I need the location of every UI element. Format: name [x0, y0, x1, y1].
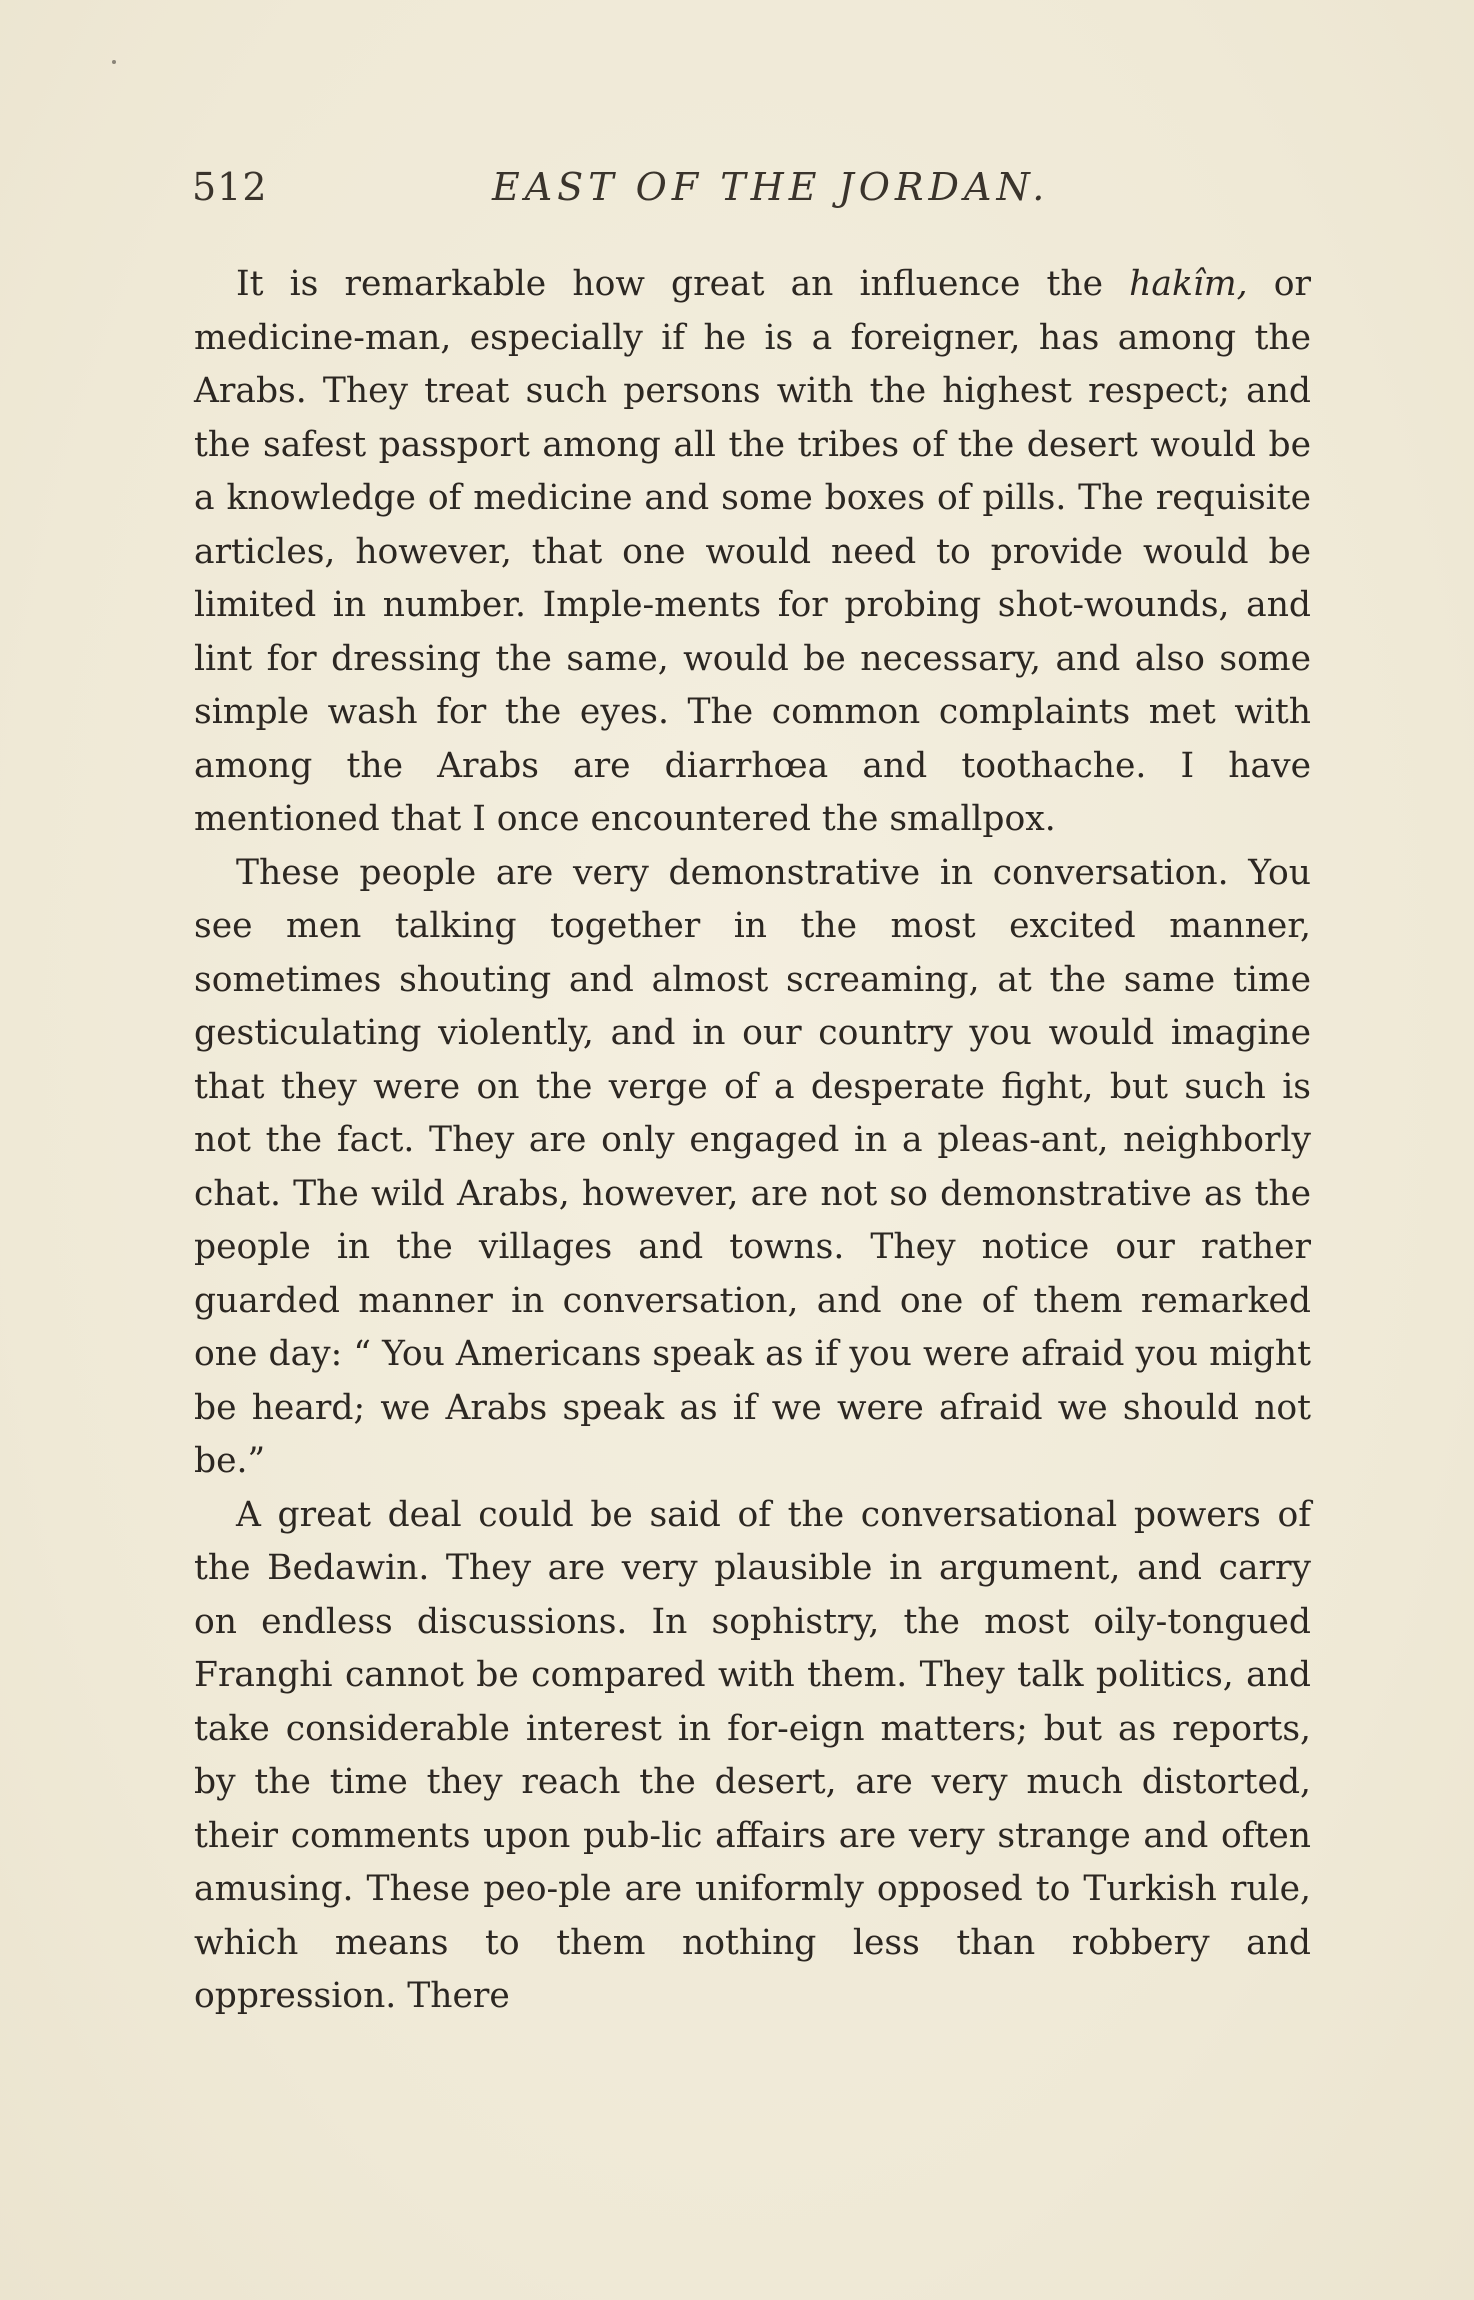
- running-title: EAST OF THE JORDAN.: [492, 165, 1050, 209]
- paragraph-3: A great deal could be said of the conversational powers of the Bedawin. They are very plausible in argument, and carry on endless discussions. In sophistry, the most oily-tongued Franghi cannot be compared with them. They talk politics, and take considerable interest in for-eign matters; but as reports, by the time they reach the desert, are very much distorted, their comments upon pub-lic affairs are very strange and often amusing. These peo-ple are uniformly opposed to Turkish rule, which means to them nothing less than robbery and oppression. There: [194, 1494, 1311, 2016]
- paragraph-1-italic-term: hakîm,: [1129, 264, 1248, 304]
- paragraph-1-rest: or medicine-man, especially if he is a foreigner, has among the Arabs. They treat such persons with the highest respect; and the safest passport among all the tribes of the desert would be a knowledge of medicine and some boxes of pills. The requisite articles, however, that one would need to provide would be limited in number. Imple-ments for probing shot-wounds, and lint for dressing the same, would be necessary, and also some simple wash for the eyes. The common complaints met with among the Arabs are diarrhœa and toothache. I have mentioned that I once encountered the smallpox.: [194, 264, 1311, 839]
- page-number: 512: [192, 165, 268, 209]
- body-text: [194, 258, 1311, 2024]
- paragraph-1-start: It is remarkable how great an influence the: [236, 264, 1130, 304]
- running-head: [192, 165, 1312, 225]
- paragraph-1: [194, 258, 1311, 847]
- paragraph-2: These people are very demonstrative in conversation. You see men talking together in the most excited manner, sometimes shouting and almost screaming, at the same time gesticulating violently, and in our country you would imagine that they were on the verge of a desperate fight, but such is not the fact. They are only engaged in a pleas-ant, neighborly chat. The wild Arabs, however, are not so demonstrative as the people in the villages and towns. They notice our rather guarded manner in conversation, and one of them remarked one day: “ You Americans speak as if you were afraid you might be heard; we Arabs speak as if we were afraid we should not be.”: [194, 852, 1311, 1481]
- paper-speck: [112, 60, 116, 64]
